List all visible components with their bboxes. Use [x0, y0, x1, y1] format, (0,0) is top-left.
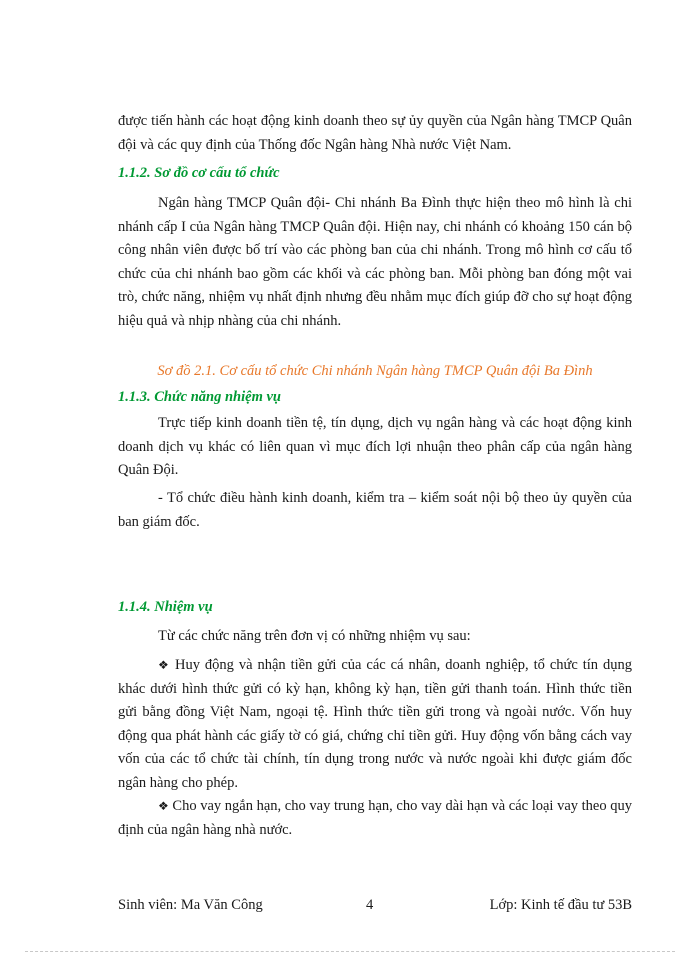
footer-class: Lớp: Kinh tế đầu tư 53B [489, 897, 632, 913]
footer-page-number: 4 [366, 897, 374, 913]
paragraph-1-1-3-b: - Tổ chức điều hành kinh doanh, kiểm tra – kiểm soát nội bộ theo ủy quyền của ban giám đốc. [118, 490, 632, 530]
diamond-bullet-icon: ❖ [158, 658, 171, 672]
page-divider [25, 951, 675, 952]
bullet-text: Cho vay ngắn hạn, cho vay trung hạn, cho vay dài hạn và các loại vay theo quy định của ngân hàng nhà nước. [118, 798, 633, 838]
paragraph-1-1-2: Ngân hàng TMCP Quân đội- Chi nhánh Ba Đình thực hiện theo mô hình là chi nhánh cấp I của Ngân hàng TMCP Quân đội. Hiện nay, chi nhánh có khoảng 150 cán bộ công nhân viên được bố trí vào các phòng ban của chi nhánh. Trong mô hình cơ cấu tổ chức của chi nhánh bao gồm các khối và các phòng ban. Mỗi phòng ban đóng một vai trò, chức năng, nhiệm vụ nhất định nhưng đều nhằm mục đích giúp đỡ cho sự hoạt động hiệu quả và nhịp nhàng của chi nhánh. [118, 195, 632, 329]
diamond-bullet-icon: ❖ [158, 799, 169, 813]
footer-student: Sinh viên: Ma Văn Công [118, 897, 263, 913]
bullet-item [118, 795, 632, 842]
heading-1-1-2: 1.1.2. Sơ đồ cơ cấu tổ chức [118, 165, 280, 181]
bullet-text: Huy động và nhận tiền gửi của các cá nhân, doanh nghiệp, tổ chức tín dụng khác dưới hình thức gửi có kỳ hạn, không kỳ hạn, tiền gửi thanh toán. Hình thức tiền gửi bằng đồng Việt Nam, ngoại tệ. Hình thức tiền gửi trong và ngoài nước. Vốn huy động qua phát hành các giấy tờ có giá, chứng chỉ tiền gửi. Huy động vốn bằng cách vay vốn của các tổ chức tài chính, tín dụng trong nước và nước ngoài khi được giám đốc ngân hàng cho phép. [118, 657, 632, 791]
heading-1-1-4: 1.1.4. Nhiệm vụ [118, 599, 213, 615]
paragraph-1-1-4-intro: Từ các chức năng trên đơn vị có những nhiệm vụ sau: [158, 628, 471, 644]
figure-caption: Sơ đồ 2.1. Cơ cấu tổ chức Chi nhánh Ngân hàng TMCP Quân đội Ba Đình [157, 363, 593, 379]
paragraph-1-1-3-a: Trực tiếp kinh doanh tiền tệ, tín dụng, dịch vụ ngân hàng và các hoạt động kinh doanh dịch vụ khác có liên quan vì mục đích lợi nhuận theo phân cấp của ngân hàng Quân Đội. [118, 415, 632, 478]
bullet-item [118, 654, 632, 795]
paragraph-intro: được tiến hành các hoạt động kinh doanh theo sự ủy quyền của Ngân hàng TMCP Quân đội và các quy định của Thống đốc Ngân hàng Nhà nước Việt Nam. [118, 113, 632, 153]
heading-1-1-3: 1.1.3. Chức năng nhiệm vụ [118, 389, 281, 405]
page-footer [118, 897, 632, 917]
